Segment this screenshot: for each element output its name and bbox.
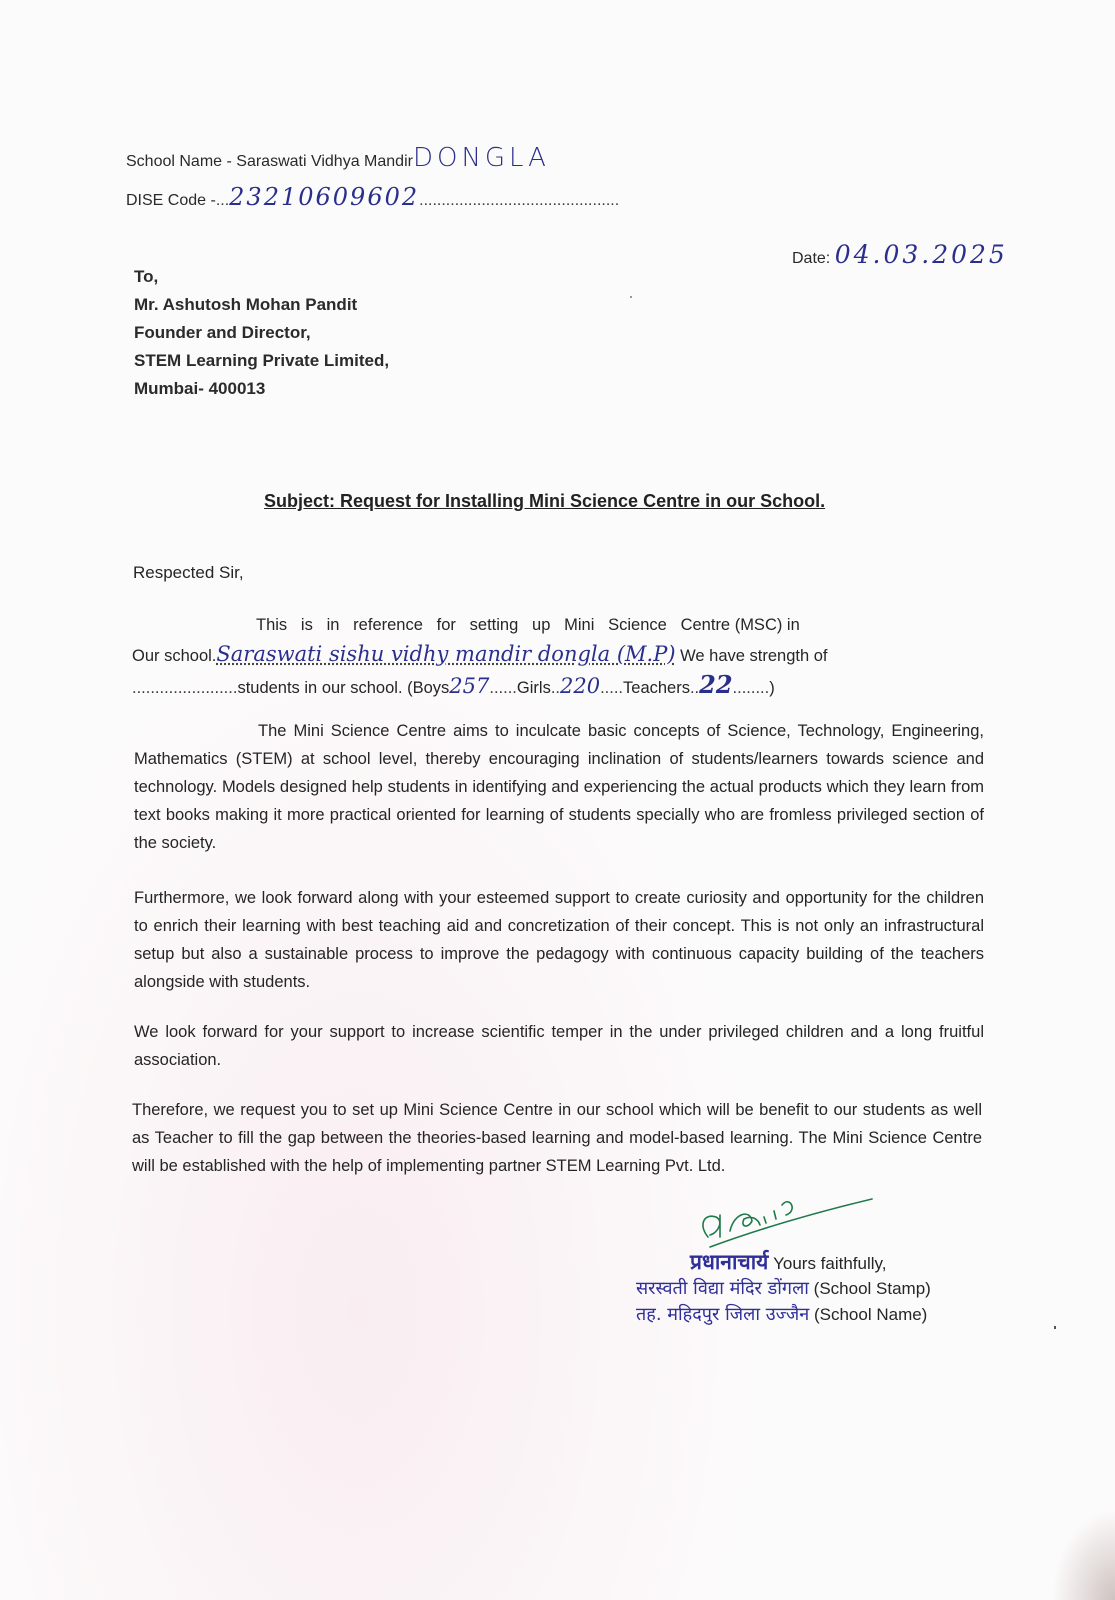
paragraph-furthermore: Furthermore, we look forward along with your esteemed support to create curiosity and opportunity for the children to enrich their learning with best teaching aid and concretization of their concept. This is not only an infrastructural setup but also a sustainable process to improve the pedagogy with continuous capacity building of the teachers alongside with students. [134, 889, 984, 991]
subject-line: Subject: Request for Installing Mini Science Centre in our School. [264, 491, 826, 511]
our-school-label: Our school. [132, 647, 217, 665]
recipient-address [134, 263, 389, 403]
close-paren: ) [769, 679, 775, 697]
dise-code-line: DISE Code -...23210609602............................................. [126, 183, 620, 211]
yours-faithfully: Yours faithfully, [773, 1254, 887, 1273]
signature-stroke [703, 1199, 872, 1247]
scan-speck [630, 296, 632, 298]
girls-count-handwritten: 220 [560, 674, 601, 698]
strength-label: We have strength of [680, 647, 828, 665]
stamp-address-hindi: तह. महिदपुर जिला उज्जैन [636, 1304, 810, 1325]
school-stamp-label: (School Stamp) [813, 1279, 931, 1298]
paragraph-therefore: Therefore, we request you to set up Mini Science Centre in our school which will be benefit to our students as well as Teacher to fill the gap between the theories-based learning and model-based learning. The Mini Science Centre will be established with the help of implementing partner STEM Learning Pvt. Ltd. [132, 1101, 982, 1175]
boys-count-handwritten: 257 [449, 674, 490, 698]
intro-line-1: This is in reference for setting up Mini Science Centre (MSC) in [256, 616, 800, 634]
paragraph-stem-aims: The Mini Science Centre aims to inculcate basic concepts of Science, Technology, Engineering, Mathematics (STEM) at school level, thereby encouraging inclination of students/learners towards science and technology. Models designed help students in identifying and experiencing the actual products which they learn from text books making it more practical oriented for learning of students specially who are fromless privileged section of the society. [134, 722, 984, 852]
recipient-name: Mr. Ashutosh Mohan Pandit [134, 295, 358, 314]
school-name-handwritten: DONGLA [412, 143, 550, 173]
stamp-school-hindi: सरस्वती विद्या मंदिर डोंगला [636, 1278, 809, 1299]
recipient-to: To, [134, 267, 159, 286]
recipient-title: Founder and Director, [134, 323, 311, 342]
school-name-closing-label: (School Name) [813, 1305, 928, 1324]
teachers-count-handwritten: 22 [699, 670, 733, 699]
school-name-label: School Name - Saraswati Vidhya Mandir [126, 153, 413, 170]
teachers-label: Teachers [623, 679, 690, 697]
paragraph-scientific-temper: We look forward for your support to increase scientific temper in the under privileged children and a long fruitful association. [134, 1023, 984, 1069]
recipient-city: Mumbai- 400013 [134, 379, 266, 398]
scan-speck [1054, 1326, 1056, 1329]
school-handwritten: Saraswati sishu vidhy mandir dongla (M.P) [216, 642, 676, 666]
school-name-line [126, 143, 550, 173]
date-line [792, 240, 1008, 269]
stamp-principal-hindi: प्रधानाचार्य [690, 1250, 769, 1274]
girls-label: Girls [516, 679, 551, 697]
intro-line-2 [132, 642, 827, 666]
dise-code-label: DISE Code - [126, 192, 216, 209]
date-label: Date: [792, 250, 831, 267]
closing-line-1 [690, 1248, 887, 1276]
signature-mark [690, 1185, 890, 1255]
intro-line-3: .......................students in our school. (Boys257......Girls..220.....Teachers..22........) [132, 670, 775, 699]
recipient-company: STEM Learning Private Limited, [134, 351, 390, 370]
dise-code-handwritten: 23210609602 [229, 183, 420, 211]
date-handwritten: 04.03.2025 [834, 240, 1008, 269]
closing-line-2 [636, 1276, 931, 1300]
closing-line-3 [636, 1302, 927, 1326]
students-label: students in our school. (Boys [237, 679, 450, 697]
salutation: Respected Sir, [133, 563, 244, 582]
